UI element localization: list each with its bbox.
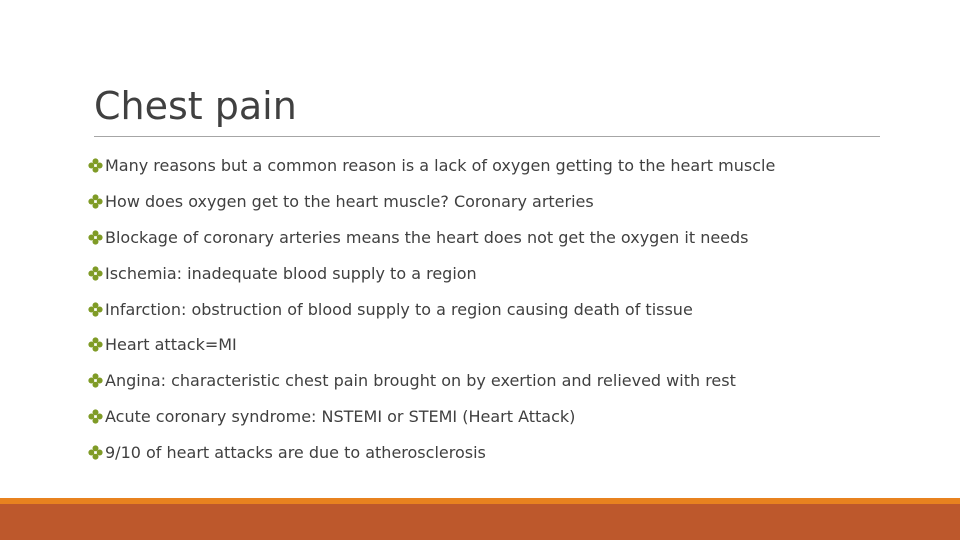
diamond-bullet-icon (88, 194, 103, 209)
bullet-text: How does oxygen get to the heart muscle? Coronary arteries (105, 192, 594, 212)
diamond-bullet-icon (88, 373, 103, 388)
diamond-bullet-icon (88, 445, 103, 460)
bullet-item (88, 399, 775, 435)
diamond-bullet-icon (88, 266, 103, 281)
diamond-bullet-icon (88, 409, 103, 424)
bullet-item (88, 291, 775, 327)
bullet-item (88, 363, 775, 399)
diamond-bullet-icon (88, 337, 103, 352)
bullet-text: Infarction: obstruction of blood supply to a region causing death of tissue (105, 299, 693, 319)
footer-accent-bar (0, 504, 960, 540)
bullet-item (88, 148, 775, 184)
bullet-list (88, 148, 775, 470)
bullet-text: 9/10 of heart attacks are due to atherosclerosis (105, 442, 486, 462)
bullet-item (88, 327, 775, 363)
bullet-text: Many reasons but a common reason is a lack of oxygen getting to the heart muscle (105, 156, 776, 176)
diamond-bullet-icon (88, 158, 103, 173)
diamond-bullet-icon (88, 302, 103, 317)
bullet-text: Acute coronary syndrome: NSTEMI or STEMI (Heart Attack) (105, 406, 576, 426)
diamond-bullet-icon (88, 230, 103, 245)
title-divider (94, 136, 880, 137)
bullet-text: Blockage of coronary arteries means the heart does not get the oxygen it needs (105, 227, 749, 247)
bullet-item (88, 434, 775, 470)
bullet-text: Ischemia: inadequate blood supply to a region (105, 263, 477, 283)
bullet-text: Angina: characteristic chest pain brought on by exertion and relieved with rest (105, 371, 736, 391)
bullet-item (88, 184, 775, 220)
bullet-text: Heart attack=MI (105, 335, 237, 355)
bullet-item (88, 220, 775, 256)
bullet-item (88, 255, 775, 291)
slide-title: Chest pain (94, 84, 297, 128)
